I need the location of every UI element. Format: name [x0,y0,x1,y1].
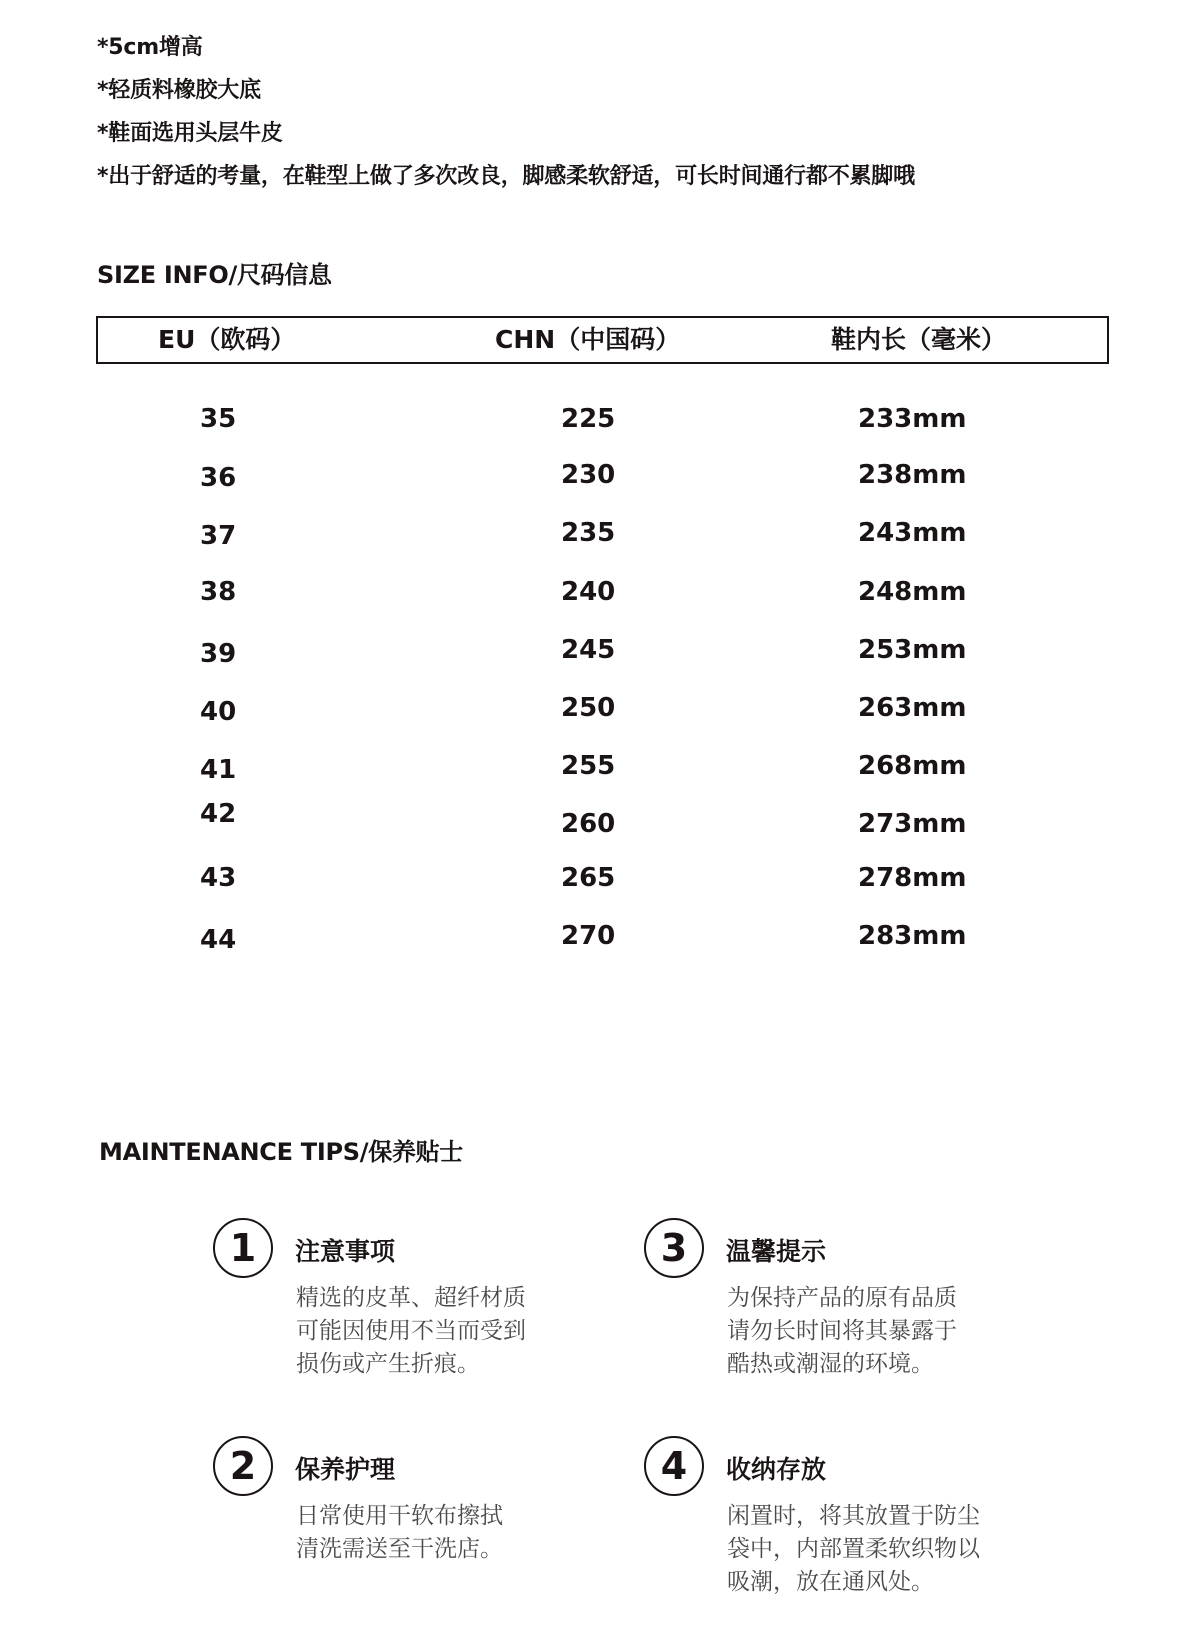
cell-chn: 260 [561,809,616,839]
cell-eu: 39 [200,639,237,669]
feature-item: *5cm增高 [97,35,203,60]
cell-length: 253mm [858,635,967,665]
tip-heading: 注意事项 [295,1237,396,1266]
tip-text-line: 请勿长时间将其暴露于 [727,1318,957,1344]
table-row [0,399,1200,439]
table-row [0,457,1200,497]
cell-chn: 230 [561,460,616,490]
header-chn: CHN（中国码） [495,325,681,354]
tip-number-badge: 2 [213,1436,273,1496]
cell-chn: 250 [561,693,616,723]
cell-chn: 265 [561,863,616,893]
tip-number-badge: 1 [213,1218,273,1278]
feature-item: *出于舒适的考量，在鞋型上做了多次改良，脚感柔软舒适，可长时间通行都不累脚哦 [97,164,915,189]
header-length: 鞋内长（毫米） [831,325,1007,354]
maintenance-tips-title: MAINTENANCE TIPS/保养贴士 [99,1138,463,1166]
tip-card [213,1436,633,1606]
size-info-title: SIZE INFO/尺码信息 [97,261,332,289]
cell-length: 233mm [858,404,967,434]
tip-heading: 温馨提示 [726,1237,827,1266]
table-row [0,514,1200,554]
tip-text-line: 可能因使用不当而受到 [296,1318,526,1344]
tip-card [213,1218,633,1388]
tip-number-badge: 3 [644,1218,704,1278]
cell-chn: 255 [561,751,616,781]
cell-length: 283mm [858,921,967,951]
cell-chn: 240 [561,577,616,607]
table-row [0,799,1200,844]
cell-chn: 235 [561,518,616,548]
tip-body [727,1282,1067,1381]
cell-chn: 225 [561,404,616,434]
cell-chn: 245 [561,635,616,665]
tip-card [644,1436,1064,1606]
cell-length: 238mm [858,460,967,490]
tip-heading: 保养护理 [295,1455,396,1484]
tip-body [296,1500,636,1566]
cell-length: 263mm [858,693,967,723]
feature-item: *鞋面选用头层牛皮 [97,121,283,146]
tip-text-line: 袋中，内部置柔软织物以 [727,1536,980,1562]
cell-eu: 41 [200,755,237,785]
tip-number-badge: 4 [644,1436,704,1496]
table-row [0,920,1200,960]
tip-card [644,1218,1064,1388]
cell-length: 248mm [858,577,967,607]
tip-text-line: 闲置时，将其放置于防尘 [727,1503,980,1529]
tip-text-line: 吸潮，放在通风处。 [727,1569,934,1595]
tip-text-line: 清洗需送至干洗店。 [296,1536,503,1562]
table-row [0,572,1200,612]
tip-text-line: 日常使用干软布擦拭 [296,1503,503,1529]
cell-eu: 43 [200,863,237,893]
tip-heading: 收纳存放 [726,1455,827,1484]
table-row [0,746,1200,786]
feature-item: *轻质料橡胶大底 [97,78,261,103]
tip-body [727,1500,1067,1599]
cell-chn: 270 [561,921,616,951]
tip-body [296,1282,636,1381]
tip-text-line: 为保持产品的原有品质 [727,1285,957,1311]
cell-eu: 42 [200,799,237,829]
tip-text-line: 酷热或潮湿的环境。 [727,1351,934,1377]
cell-eu: 37 [200,521,237,551]
cell-length: 243mm [858,518,967,548]
cell-eu: 38 [200,577,237,607]
cell-length: 278mm [858,863,967,893]
cell-eu: 35 [200,404,237,434]
header-eu: EU（欧码） [158,325,296,354]
cell-length: 268mm [858,751,967,781]
cell-eu: 40 [200,697,237,727]
tip-text-line: 损伤或产生折痕。 [296,1351,480,1377]
table-row [0,862,1200,902]
table-row [0,630,1200,670]
cell-eu: 36 [200,463,237,493]
table-row [0,688,1200,728]
cell-length: 273mm [858,809,967,839]
cell-eu: 44 [200,925,237,955]
tip-text-line: 精选的皮革、超纤材质 [296,1285,526,1311]
